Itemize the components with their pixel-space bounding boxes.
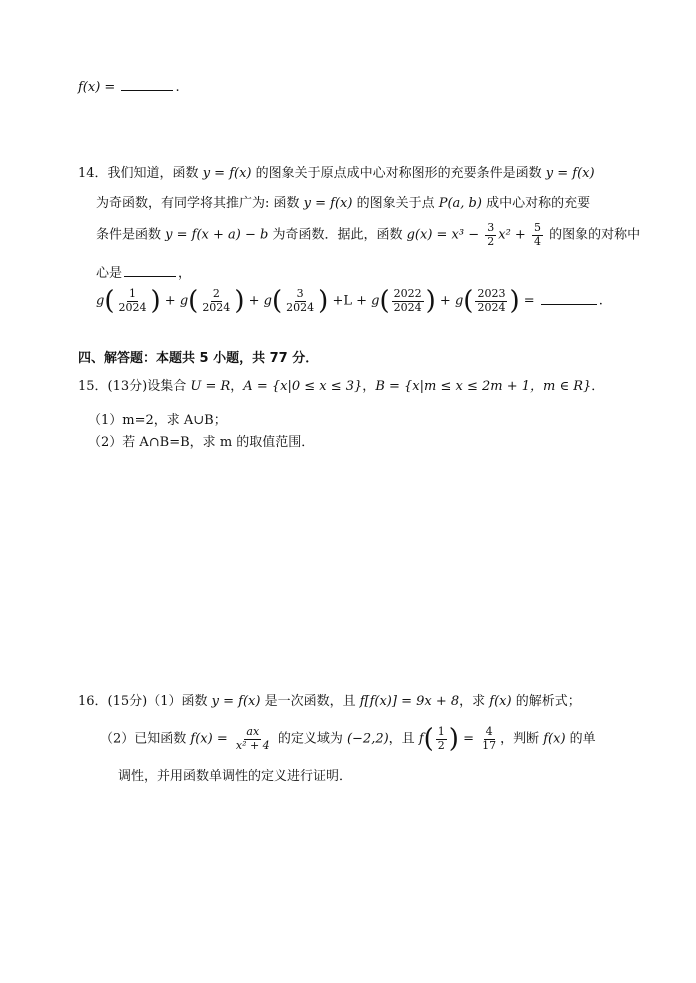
g-symbol: g xyxy=(263,293,272,309)
frac-num: 4 xyxy=(485,725,493,738)
q16-text: = xyxy=(458,731,479,747)
q15-score: (13分) xyxy=(107,379,148,394)
q15-part2: （2）若 A∩B=B，求 m 的取值范围． xyxy=(88,435,315,450)
frac-num: 1 xyxy=(128,287,136,300)
fraction xyxy=(532,222,543,248)
q14-text: ， xyxy=(178,266,192,281)
fraction xyxy=(485,222,496,248)
q14-text: 的图象关于原点成中心对称图形的充要条件是函数 xyxy=(251,166,546,181)
q16-math: f(x) xyxy=(543,731,566,747)
q16-math: y = f(x) xyxy=(211,694,261,709)
prev-answer-end: . xyxy=(175,80,180,95)
q14-line4 xyxy=(96,262,191,281)
q14-text: 为奇函数．据此，函数 xyxy=(268,227,407,243)
q14-math: y = f(x + a) − b xyxy=(165,227,269,243)
fraction xyxy=(284,288,316,314)
g-symbol: g xyxy=(179,293,189,309)
q16-math: f xyxy=(418,731,424,747)
frac-den: 2024 xyxy=(202,300,231,314)
frac-num: 1 xyxy=(437,725,445,738)
q16-text: （2）已知函数 xyxy=(100,731,191,747)
q15-math: A = {x|0 ≤ x ≤ 3} xyxy=(243,379,363,394)
q14-line3 xyxy=(96,222,640,248)
fraction xyxy=(116,288,148,314)
frac-den: 2 xyxy=(487,234,495,248)
frac-den: 2 xyxy=(437,738,445,752)
q15-text: 设集合 xyxy=(147,379,191,394)
prev-answer-line xyxy=(78,78,180,95)
q14-math: y = f(x) xyxy=(545,166,595,181)
q15-text: ， xyxy=(362,379,376,394)
q15-part1: （1）m=2，求 A∪B； xyxy=(88,413,227,428)
frac-num: 2022 xyxy=(393,287,422,300)
fraction xyxy=(475,288,507,314)
q16-text: 的单 xyxy=(565,731,596,747)
plus: + xyxy=(439,293,451,309)
q14-text: 的图象关于点 xyxy=(352,196,439,211)
q16-text: ，求 xyxy=(459,694,490,709)
frac-num: 2 xyxy=(212,287,220,300)
q15-stem xyxy=(78,375,604,394)
frac-num: 3 xyxy=(296,287,304,300)
q16-score: (15分) xyxy=(107,694,148,709)
prev-answer-expr: f(x) = xyxy=(78,80,116,95)
q14-math: x² + xyxy=(498,227,530,243)
section-heading: 四、解答题：本题共 5 小题，共 77 分． xyxy=(78,351,319,366)
q16-math: f[f(x)] = 9x + 8 xyxy=(359,694,460,709)
q14-math: g(x) = x³ − xyxy=(406,227,484,243)
fraction xyxy=(234,726,272,752)
frac-num: 3 xyxy=(487,221,495,234)
q16-math: f(x) xyxy=(489,694,512,709)
q15-math: U = R xyxy=(190,379,231,394)
q14-line2 xyxy=(96,192,590,211)
answer-blank xyxy=(121,78,173,91)
q14-math: y = f(x) xyxy=(303,196,353,211)
ellipsis: +L + xyxy=(332,293,367,309)
fraction xyxy=(436,726,447,752)
frac-den: 2024 xyxy=(286,300,315,314)
frac-num: 2023 xyxy=(477,287,506,300)
q16-line3: 调性，并用函数单调性的定义进行证明． xyxy=(118,769,353,784)
q15-text: ， xyxy=(230,379,244,394)
q14-text: 为奇函数，有同学将其推广为: 函数 xyxy=(96,196,304,211)
q16-text: 是一次函数，且 xyxy=(260,694,360,709)
fraction xyxy=(480,726,498,752)
q14-math: P(a, b) xyxy=(438,196,482,211)
q16-math: (−2,2) xyxy=(346,731,389,747)
q14-text: 心是 xyxy=(96,266,123,281)
g-symbol: g xyxy=(96,293,105,309)
q16-number: 16． xyxy=(78,694,108,709)
q14-math: y = f(x) xyxy=(202,166,252,181)
q14-text: 我们知道，函数 xyxy=(107,166,203,181)
q16-line2: （2）已知函数 f(x) = $\frac{ax}{\text{x² + 4}}$ 的定义域为 (−2,2)，且 f( $\frac{1}{2}$ ) = $\frac{4}{17}$ ，判断 f(x) 的单 xyxy=(100,724,596,755)
frac-den: 2024 xyxy=(393,300,422,314)
q15-number: 15． xyxy=(78,379,108,394)
frac-den: x² + 4 xyxy=(235,738,270,752)
frac-den: 4 xyxy=(533,234,541,248)
fraction xyxy=(392,288,424,314)
frac-den: 2024 xyxy=(118,300,147,314)
fraction xyxy=(200,288,232,314)
q14-text: . xyxy=(598,293,603,309)
q16-text: （1）函数 xyxy=(147,694,212,709)
q16-text: 的定义域为 xyxy=(273,731,347,747)
q14-number: 14． xyxy=(78,166,108,181)
frac-den: 17 xyxy=(482,738,497,752)
q16-text: ，且 xyxy=(388,731,419,747)
frac-num: 5 xyxy=(533,221,541,234)
q16-text: 的解析式； xyxy=(511,694,581,709)
frac-den: 2024 xyxy=(477,300,506,314)
q14-text: 成中心对称的充要 xyxy=(481,196,591,211)
q14-sum-line: g( $\frac{1}{2024}$ ) + g( $\frac{2}{2024}$ ) + g( $\frac{3}{2024}$ ) +L + g( $\frac{2022}{2024}$ ) + g( $\frac{2023}{2024}$ ) = . xyxy=(96,286,603,317)
q16-text: ，判断 xyxy=(500,731,544,747)
equals: = xyxy=(523,293,535,309)
answer-blank xyxy=(124,264,176,277)
q15-math: B = {x|m ≤ x ≤ 2m + 1，m ∈ R} xyxy=(375,379,592,394)
q14-text: 的图象的对称中 xyxy=(544,227,641,243)
q14-text: 条件是函数 xyxy=(96,227,166,243)
q16-line1 xyxy=(78,690,581,709)
q14-line1 xyxy=(78,162,595,181)
q15-text: ． xyxy=(591,379,605,394)
frac-num: ax xyxy=(246,725,260,738)
plus: + xyxy=(248,293,260,309)
plus: + xyxy=(164,293,176,309)
g-symbol: g xyxy=(371,293,380,309)
g-symbol: g xyxy=(454,293,464,309)
q16-math: f(x) = xyxy=(190,731,232,747)
answer-blank xyxy=(541,292,597,305)
